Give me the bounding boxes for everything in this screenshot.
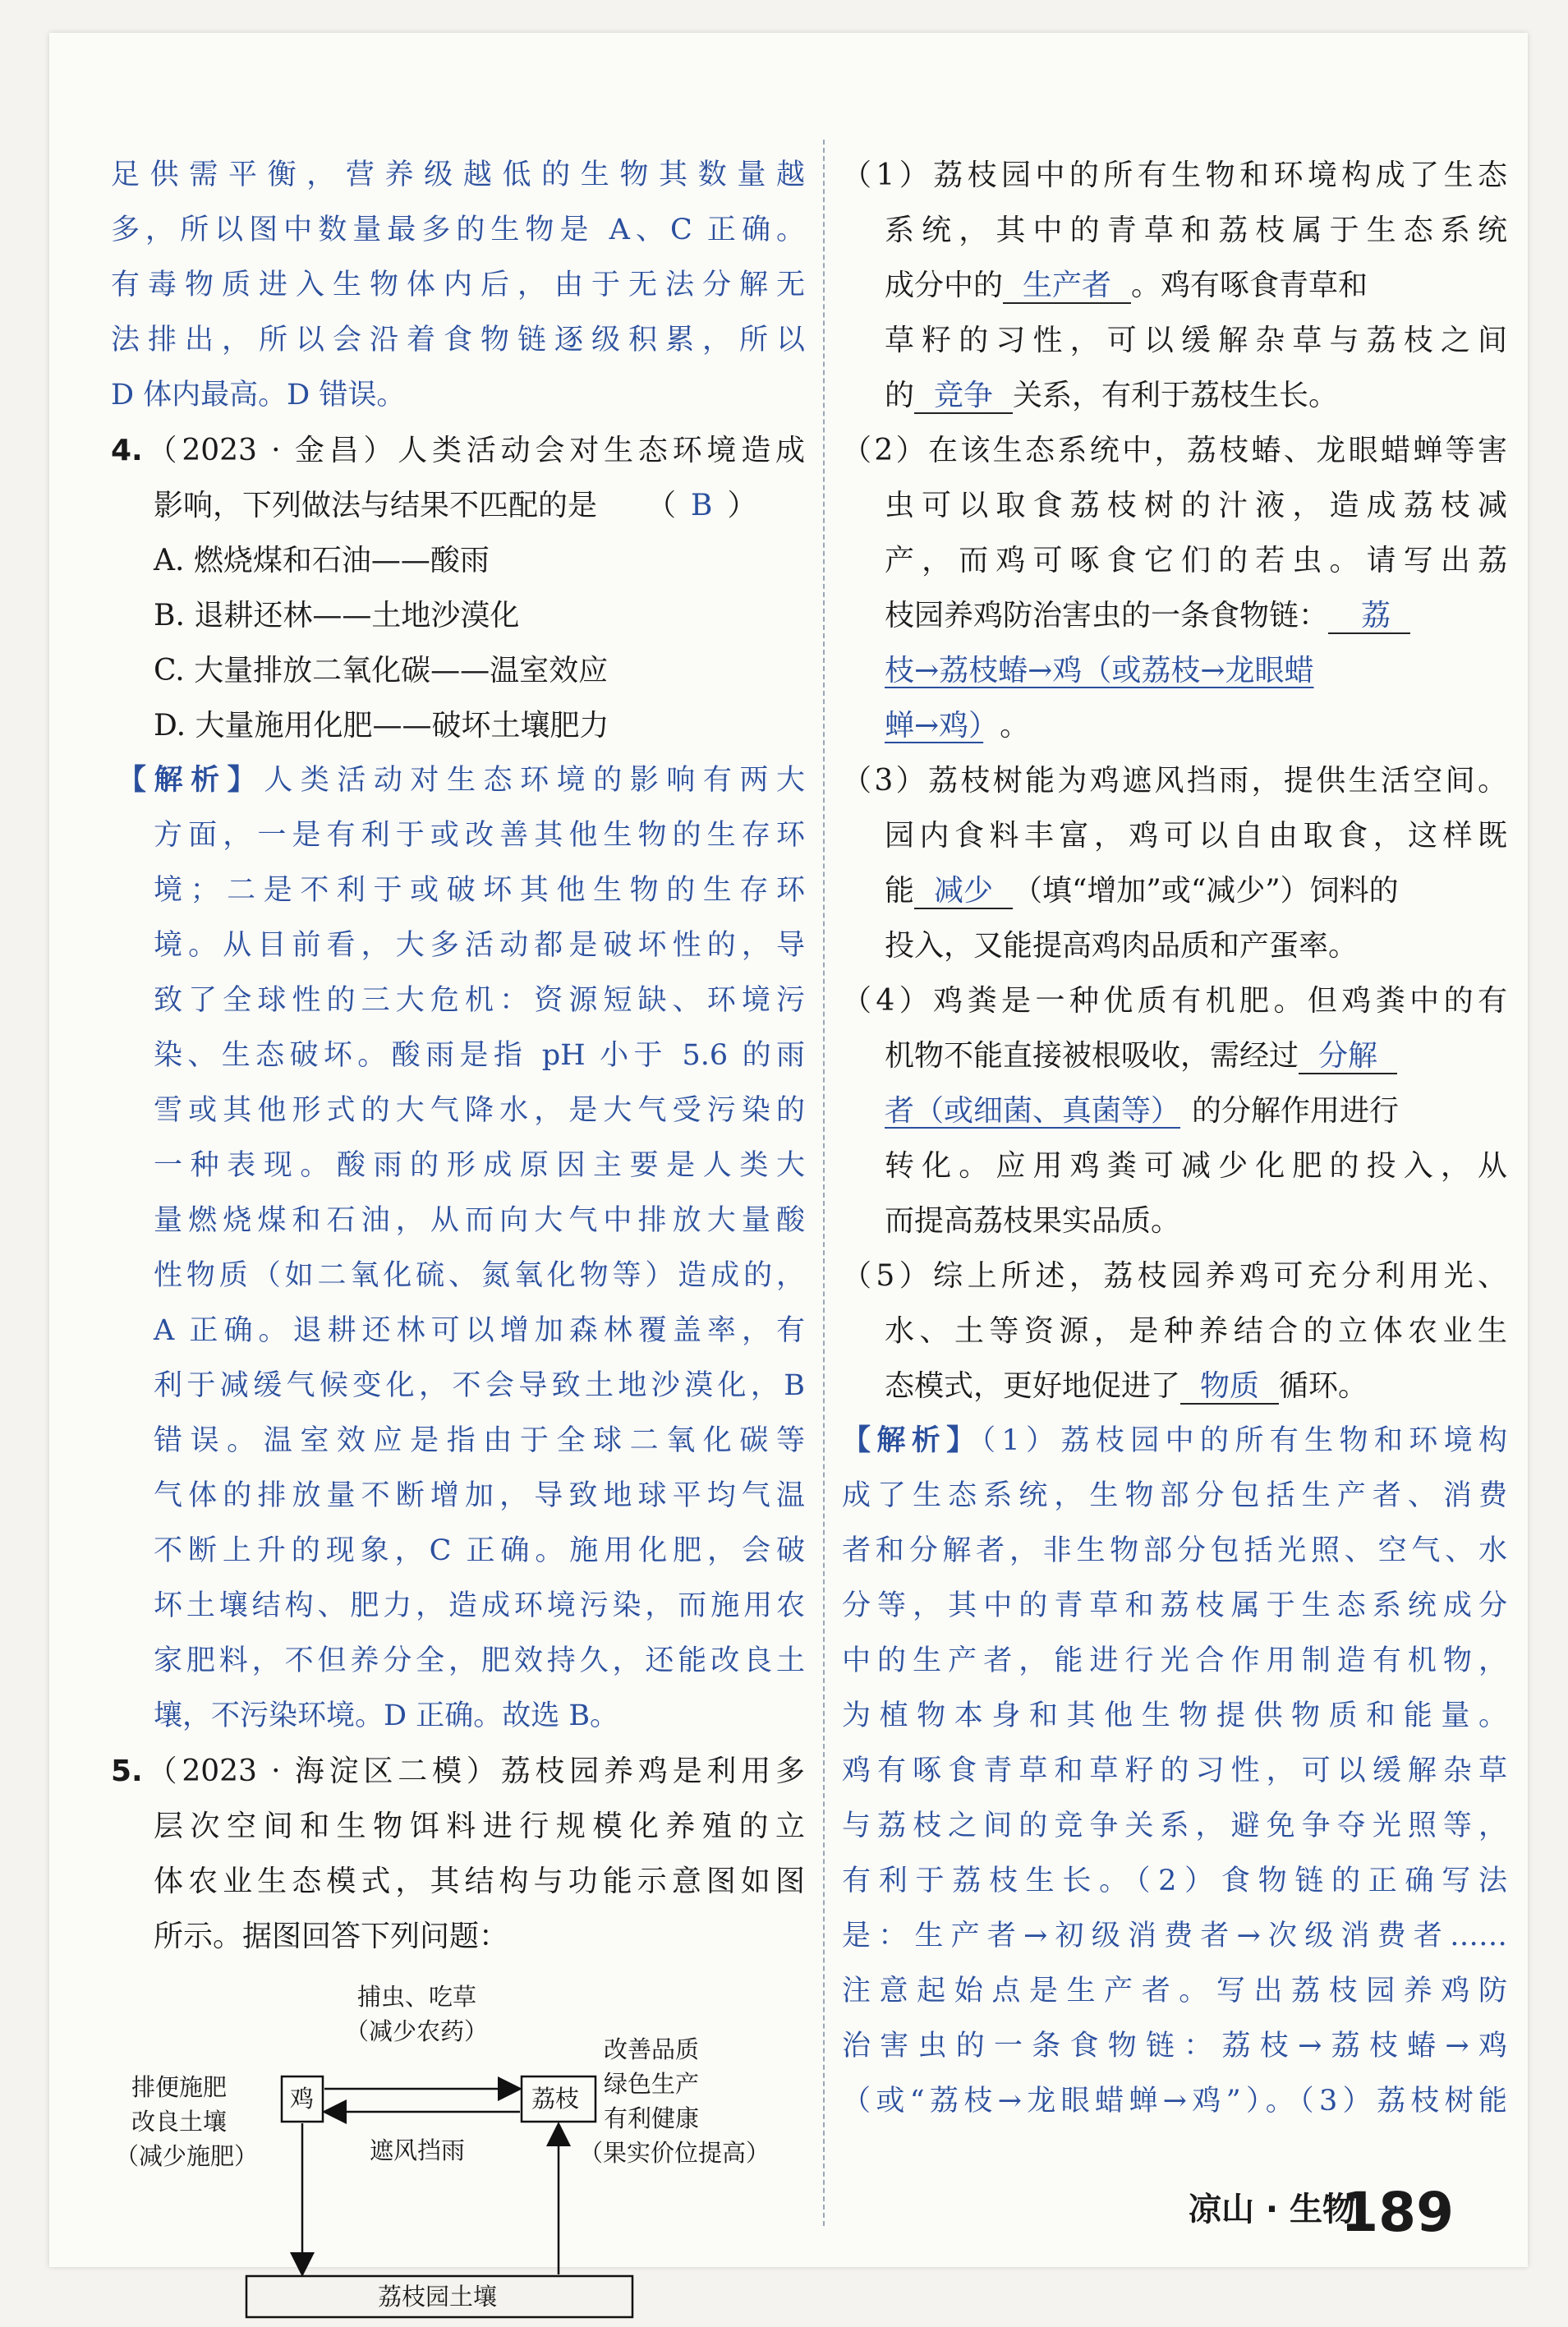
question-5-stem: 5.（2023 · 海淀区二模）荔枝园养鸡是利用多 [111,1754,805,1788]
page-number: 189 [1340,2181,1454,2244]
analysis-line: 【解析】（1）荔枝园中的所有生物和环境构 [842,1424,1507,1457]
analysis-line: 者和分解者，非生物部分包括光照、空气、水 [842,1534,1507,1567]
answer-blank: 减少 [914,874,1013,909]
diagram-left-label-1: 排便施肥 [131,2073,228,2101]
analysis-line: 雪或其他形式的大气降水，是大气受污染的 [154,1094,805,1127]
analysis-line: 境；二是不利于或破坏其他生物的生存环 [154,874,805,907]
question-number: 5. [111,1754,143,1788]
analysis-line: 是：生产者→初级消费者→次级消费者…… [842,1920,1507,1952]
subquestion-3: （3）荔枝树能为鸡遮风挡雨，提供生活空间。 [842,764,1507,798]
analysis-line: 不断上升的现象，C 正确。施用化肥，会破 [154,1534,805,1567]
analysis-line: 坏土壤结构、肥力，造成环境污染，而施用农 [154,1589,805,1622]
diagram-litchi-label: 荔枝 [531,2085,580,2113]
analysis-line: 分等，其中的青草和荔枝属于生态系统成分 [842,1589,1507,1622]
question-4-stem-2: 影响，下列做法与结果不匹配的是 （ B ） [154,489,757,522]
option-b: B. 退耕还林——土地沙漠化 [154,599,520,632]
analysis-line: 鸡有啄食青草和草籽的习性，可以缓解杂草 [842,1754,1507,1787]
analysis-line: 家肥料，不但养分全，肥效持久，还能改良土 [154,1644,805,1677]
subquestion-line: 能 减少 （填“增加”或“减少”）饲料的 [885,874,1399,908]
analysis-line: 【解析】人类活动对生态环境的影响有两大 [117,764,805,797]
explanation-line: 足供需平衡，营养级越低的生物其数量越 [111,159,805,191]
question-number: 4. [111,434,143,467]
analysis-tag: 【解析】 [842,1424,982,1457]
option-c: C. 大量排放二氧化碳——温室效应 [154,654,609,688]
analysis-line: 有利于荔枝生长。（2）食物链的正确写法 [842,1865,1507,1897]
subquestion-line: 投入，又能提高鸡肉品质和产蛋率。 [885,929,1359,963]
diagram-left-label-2: 改良土壤 [131,2108,228,2136]
diagram-middle-label: 遮风挡雨 [370,2136,466,2164]
column-divider [823,140,825,2226]
subquestion-line: 虫可以取食荔枝树的汁液，造成荔枝减 [885,489,1507,522]
subquestion-line: 系统，其中的青草和荔枝属于生态系统 [885,214,1507,247]
answer-blank: 物质 [1180,1369,1279,1405]
answer-blank: 生产者 [1003,269,1131,304]
analysis-line: 一种表现。酸雨的形成原因主要是人类大 [154,1149,805,1182]
diagram-right-label-4: （果实价位提高） [579,2139,770,2167]
analysis-line: 境。从目前看，大多活动都是破坏性的，导 [154,929,805,962]
analysis-line: 气体的排放量不断增加，导致地球平均气温 [154,1479,805,1512]
subquestion-2: （2）在该生态系统中，荔枝蝽、龙眼蜡蝉等害 [842,434,1507,467]
diagram-top-label-1: 捕虫、吃草 [357,1983,477,2011]
analysis-line: 中的生产者，能进行光合作用制造有机物， [842,1644,1507,1677]
analysis-line: 利于减缓气候变化，不会导致土地沙漠化，B [154,1369,805,1402]
analysis-line: 注意起始点是生产者。写出荔枝园养鸡防 [842,1975,1507,2007]
analysis-line: 成了生态系统，生物部分包括生产者、消费 [842,1479,1507,1512]
subquestion-5: （5）综上所述，荔枝园养鸡可充分利用光、 [842,1259,1507,1293]
diagram-chicken-label: 鸡 [290,2085,315,2113]
subquestion-line: 蝉→鸡） 。 [885,709,1030,743]
option-d: D. 大量施用化肥——破坏土壤肥力 [154,709,609,743]
explanation-line: 法排出，所以会沿着食物链逐级积累，所以 [111,324,805,356]
answer-blank: 竞争 [914,379,1013,414]
subquestion-line: 成分中的 生产者 。鸡有啄食青草和 [885,269,1368,302]
answer-blank: 荔 [1328,599,1410,634]
workbook-page [49,33,1528,2311]
analysis-line: 错误。温室效应是指由于全球二氧化碳等 [154,1424,805,1457]
question-5-stem-2: 层次空间和生物饵料进行规模化养殖的立 [154,1810,805,1843]
analysis-line: 致了全球性的三大危机：资源短缺、环境污 [154,984,805,1017]
question-5-stem-4: 所示。据图回答下列问题： [154,1920,509,1953]
analysis-tag: 【解析】 [117,764,264,797]
question-5-stem-3: 体农业生态模式，其结构与功能示意图如图 [154,1865,805,1898]
subquestion-line: 机物不能直接被根吸收，需经过 分解 [842,1028,1507,1083]
subquestion-line [842,643,1507,698]
analysis-line: （或“荔枝→龙眼蜡蝉→鸡”）。（3）荔枝树能 [842,2085,1507,2118]
answer-choice: B [691,489,713,522]
subquestion-line: 园内食料丰富，鸡可以自由取食，这样既 [885,819,1507,853]
litchi-chicken-diagram [111,1974,805,2327]
analysis-line: 治害虫的一条食物链：荔枝→荔枝蝽→鸡 [842,2030,1507,2063]
subquestion-line: 转化。应用鸡粪可减少化肥的投入，从 [885,1149,1507,1183]
subquestion-line: 草籽的习性，可以缓解杂草与荔枝之间 [885,324,1507,357]
analysis-line: 方面，一是有利于或改善其他生物的生存环 [154,819,805,852]
subquestion-line: 枝园养鸡防治害虫的一条食物链： 荔 [842,588,1507,643]
diagram-right-label-3: 有利健康 [604,2104,700,2132]
subquestion-line: 产，而鸡可啄食它们的若虫。请写出荔 [885,544,1507,577]
analysis-line: A 正确。退耕还林可以增加森林覆盖率，有 [154,1314,805,1347]
footer-subject: 凉山 · 生物 [1188,2191,1355,2228]
subquestion-line: 而提高荔枝果实品质。 [885,1204,1181,1238]
answer-decomposer: 者（或细菌、真菌等） [885,1094,1181,1128]
question-4-stem: 4.（2023 · 金昌）人类活动会对生态环境造成 [111,434,805,467]
analysis-line: 与荔枝之间的竞争关系，避免争夺光照等， [842,1810,1507,1842]
subquestion-1: （1）荔枝园中的所有生物和环境构成了生态 [842,159,1507,192]
analysis-line: 壤，不污染环境。D 正确。故选 B。 [154,1699,619,1732]
analysis-line: 为植物本身和其他生物提供物质和能量。 [842,1699,1507,1732]
answer-food-chain: 枝→荔枝蝽→鸡（或荔枝→龙眼蜡 [885,654,1314,688]
analysis-line: 量燃烧煤和石油，从而向大气中排放大量酸 [154,1204,805,1237]
diagram-left-label-3: （减少施肥） [115,2142,259,2170]
answer-blank: 分解 [1299,1039,1397,1074]
right-column [842,148,1507,2129]
diagram-soil-label: 荔枝园土壤 [378,2283,498,2311]
analysis-line: 性物质（如二氧化硫、氮氧化物等）造成的， [154,1259,805,1292]
explanation-line: 多，所以图中数量最多的生物是 A、C 正确。 [111,214,805,246]
explanation-line: 有毒物质进入生物体内后，由于无法分解无 [111,269,805,301]
diagram-right-label-1: 改善品质 [604,2035,700,2063]
analysis-line: 染、生态破坏。酸雨是指 pH 小于 5.6 的雨 [154,1039,805,1072]
subquestion-line: 者（或细菌、真菌等） 的分解作用进行 [885,1094,1400,1128]
subquestion-line: 的 竞争 关系，有利于荔枝生长。 [885,379,1339,412]
answer-food-chain: 蝉→鸡） [885,709,984,743]
left-column [111,148,805,2327]
subquestion-line: 水、土等资源，是种养结合的立体农业生 [885,1314,1507,1348]
option-a: A. 燃烧煤和石油——酸雨 [154,544,490,577]
subquestion-line: 态模式，更好地促进了 物质 循环。 [885,1369,1368,1403]
subquestion-4: （4）鸡粪是一种优质有机肥。但鸡粪中的有 [842,984,1507,1018]
diagram-right-label-2: 绿色生产 [604,2070,700,2098]
explanation-line: D 体内最高。D 错误。 [111,379,406,412]
diagram-top-label-2: （减少农药） [345,2017,489,2045]
